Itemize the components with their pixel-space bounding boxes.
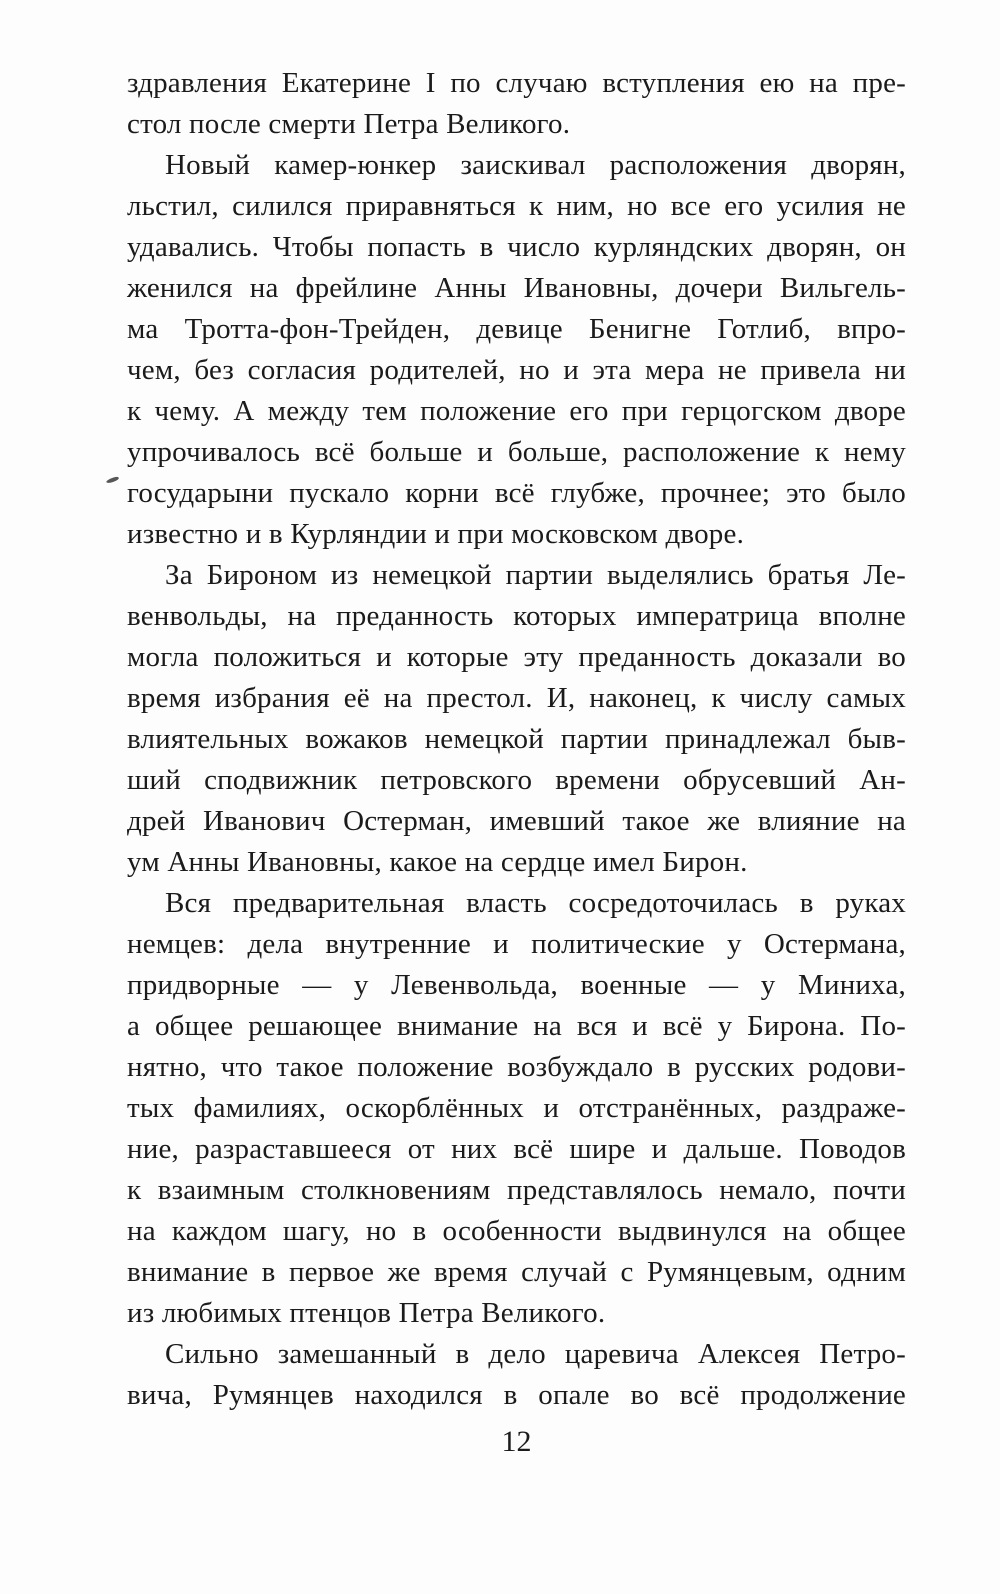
scan-artifact-mark (106, 476, 120, 484)
text-line: ум Анны Ивановны, какое на сердце имел Бирон. (127, 846, 748, 878)
paragraph (127, 1334, 906, 1416)
text-line: из любимых птенцов Петра Великого. (127, 1297, 606, 1329)
text-line: вича, Румянцев находился в опале во всё продолжение (127, 1379, 906, 1411)
text-line: могла положиться и которые эту преданность доказали во (127, 641, 906, 673)
text-line: льстил, силился приравняться к ним, но все его усилия не (127, 190, 906, 222)
paragraph (127, 63, 906, 145)
text-line: государыни пускало корни всё глубже, прочнее; это было (127, 477, 906, 509)
text-line: Вся предварительная власть сосредоточилась в руках (165, 887, 906, 919)
text-line: стол после смерти Петра Великого. (127, 108, 571, 140)
text-line: чем, без согласия родителей, но и эта мера не привела ни (127, 354, 906, 386)
text-line: ние, разраставшееся от них всё шире и дальше. Поводов (127, 1133, 906, 1165)
text-line: ший сподвижник петровского времени обрусевший Ан- (127, 764, 906, 796)
text-line: За Бироном из немецкой партии выделялись братья Ле- (165, 559, 906, 591)
text-line: венвольды, на преданность которых императрица вполне (127, 600, 906, 632)
text-line: Новый камер-юнкер заискивал расположения дворян, (165, 149, 906, 181)
text-line: дрей Иванович Остерман, имевший такое же влияние на (127, 805, 906, 837)
text-line: нятно, что такое положение возбуждало в русских родови- (127, 1051, 906, 1083)
paragraph (127, 883, 906, 1334)
text-line: время избрания её на престол. И, наконец, к числу самых (127, 682, 906, 714)
text-line: женился на фрейлине Анны Ивановны, дочери Вильгель- (127, 272, 906, 304)
text-line: придворные — у Левенвольда, военные — у Миниха, (127, 969, 906, 1001)
text-line: упрочивалось всё больше и больше, расположение к нему (127, 436, 906, 468)
text-line: а общее решающее внимание на вся и всё у Бирона. По- (127, 1010, 906, 1042)
text-line: на каждом шагу, но в особенности выдвинулся на общее (127, 1215, 906, 1247)
page-number: 12 (501, 1425, 532, 1458)
text-line: немцев: дела внутренние и политические у Остермана, (127, 928, 906, 960)
text-line: ма Тротта-фон-Трейден, девице Бенигне Готлиб, впро- (127, 313, 906, 345)
text-line: здравления Екатерине I по случаю вступления ею на пре- (127, 67, 906, 99)
text-line: удавались. Чтобы попасть в число курляндских дворян, он (127, 231, 906, 263)
paragraph (127, 145, 906, 555)
paragraph (127, 555, 906, 883)
text-line: внимание в первое же время случай с Румянцевым, одним (127, 1256, 906, 1288)
text-line: Сильно замешанный в дело царевича Алексея Петро- (165, 1338, 906, 1370)
text-line: известно и в Курляндии и при московском дворе. (127, 518, 745, 550)
text-block (127, 63, 906, 1416)
text-line: влиятельных вожаков немецкой партии принадлежал быв- (127, 723, 906, 755)
text-line: тых фамилиях, оскорблённых и отстранённых, раздраже- (127, 1092, 906, 1124)
text-line: к взаимным столкновениям представлялось немало, почти (127, 1174, 906, 1206)
text-line: к чему. А между тем положение его при герцогском дворе (127, 395, 906, 427)
